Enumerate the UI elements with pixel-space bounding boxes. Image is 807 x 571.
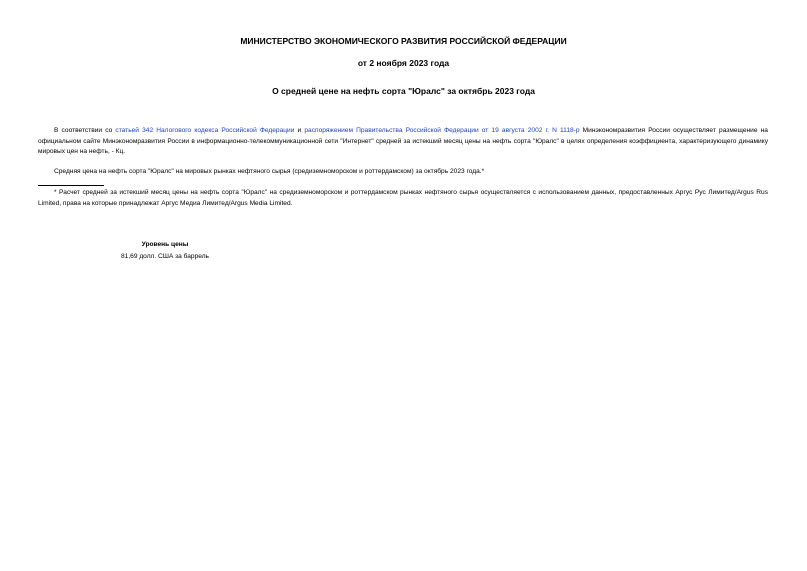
paragraph-prefix: В соответствии со <box>54 127 116 134</box>
paragraph-average-price: Средняя цена на нефть сорта "Юралс" на мировых рынках нефтяного сырья (средиземноморском и роттердамском) за октябрь 2023 года.* <box>54 168 485 175</box>
price-level-value: 81,69 долл. США за баррель <box>121 253 209 260</box>
footnote-text: * Расчет средней за истекший месяц цены на нефть сорта "Юралс" на средиземноморском и роттердамском рынках нефтяного сырья осуществляется с использованием данных, предоставленных Аргус Рус Лимитед/Argus Rus Limited, права на которые принадлежат Аргус Медиа Лимитед/Argus Media Limited. <box>38 189 768 207</box>
paragraph-suffix: Минэкономразвития России осуществляет размещение на официальном сайте Минэкономразвития России в информационно-телекоммуникационной сети "Интернет" средней за истекший месяц цены на нефть сорта "Юралс" в целях определения коэффициента, характеризующего динамику мировых цен на нефть, - Кц. <box>38 127 768 155</box>
paragraph-middle: и <box>294 127 305 134</box>
ministry-heading: МИНИСТЕРСТВО ЭКОНОМИЧЕСКОГО РАЗВИТИЯ РОССИЙСКОЙ ФЕДЕРАЦИИ <box>240 36 567 46</box>
footnote-divider <box>38 185 104 186</box>
paragraph-legal-basis <box>38 126 768 158</box>
tax-code-link[interactable]: статьей 342 Налогового кодекса Российской Федерации <box>115 127 295 134</box>
price-level-heading: Уровень цены <box>141 241 189 248</box>
document-date: от 2 ноября 2023 года <box>357 58 450 68</box>
government-order-link[interactable]: распоряжением Правительства Российской Федерации от 19 августа 2002 г. N 1118-р <box>304 127 580 134</box>
document-title: О средней цене на нефть сорта "Юралс" за октябрь 2023 года <box>272 86 535 96</box>
